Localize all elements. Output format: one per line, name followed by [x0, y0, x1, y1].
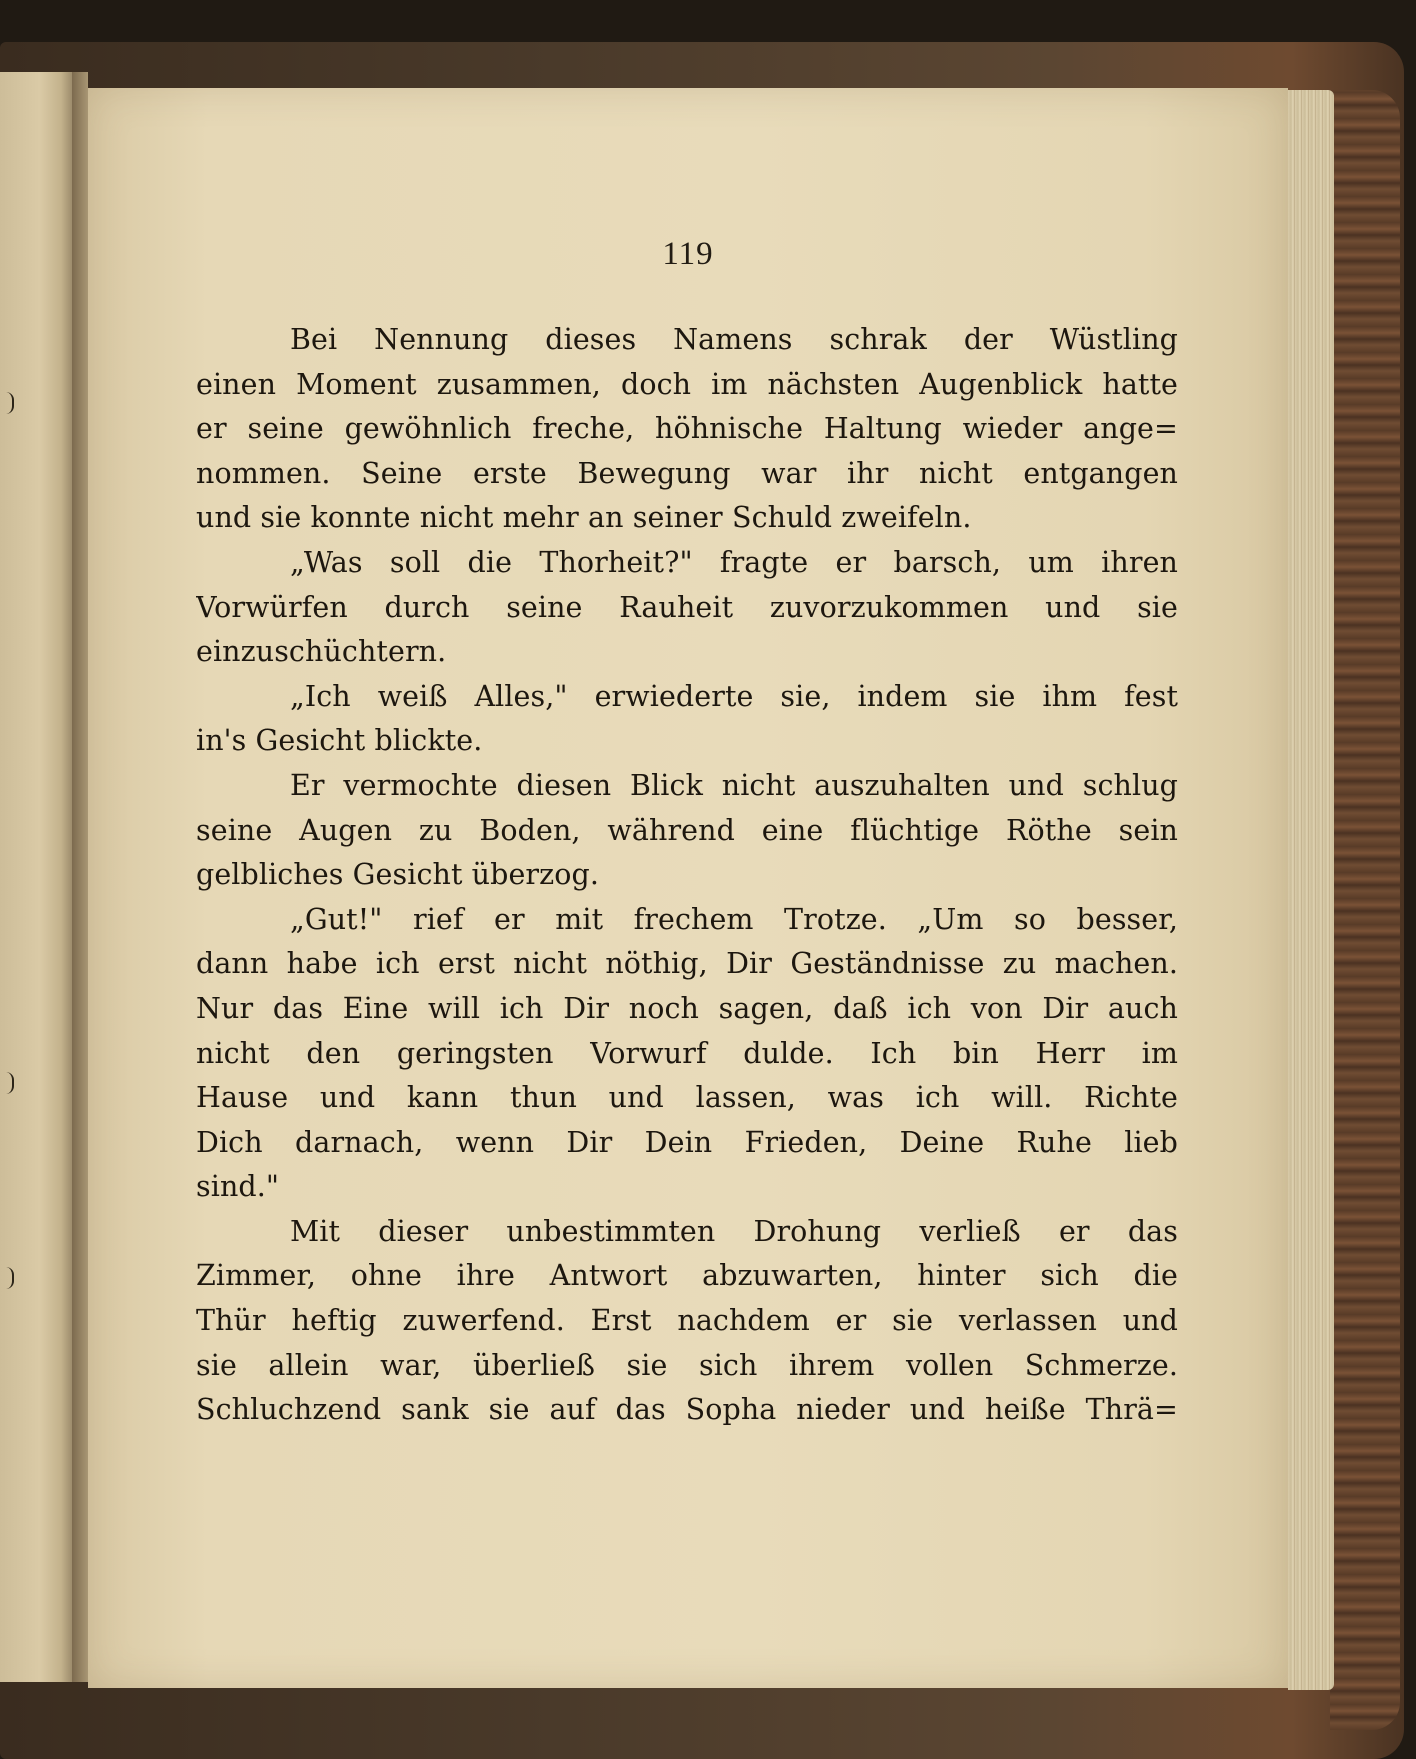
- text-line: Mit dieser unbestimmten Drohung verließ er das: [290, 1214, 1178, 1248]
- text-line: Schluchzend sank sie auf das Sopha nieder und heiße Thrä=: [196, 1393, 1178, 1427]
- text-line: Dich darnach, wenn Dir Dein Frieden, Deine Ruhe lieb: [196, 1125, 1178, 1159]
- text-line: „Gut!" rief er mit frechem Trotze. „Um so besser,: [290, 902, 1178, 936]
- text-line: sie allein war, überließ sie sich ihrem vollen Schmerze.: [196, 1348, 1178, 1382]
- text-line: Er vermochte diesen Blick nicht auszuhalten und schlug: [290, 768, 1178, 802]
- text-line: einen Moment zusammen, doch im nächsten Augenblick hatte: [196, 367, 1178, 401]
- text-line: „Ich weiß Alles," erwiederte sie, indem sie ihm fest: [290, 679, 1178, 713]
- text-line: Bei Nennung dieses Namens schrak der Wüstling: [290, 323, 1178, 356]
- text-line: „Was soll die Thorheit?" fragte er barsch, um ihren: [290, 545, 1178, 579]
- book-gutter: [72, 72, 88, 1682]
- text-line: nommen. Seine erste Bewegung war ihr nicht entgangen: [196, 456, 1178, 490]
- text-line: er seine gewöhnlich freche, höhnische Haltung wieder ange=: [196, 412, 1178, 446]
- text-line: und sie konnte nicht mehr an seiner Schuld zweifeln.: [196, 501, 972, 535]
- left-page-edge: [0, 72, 72, 1682]
- text-line: Vorwürfen durch seine Rauheit zuvorzukommen und sie: [196, 590, 1178, 624]
- book-cover-edge: [1330, 90, 1400, 1730]
- text-line: dann habe ich erst nicht nöthig, Dir Geständnisse zu machen.: [196, 947, 1178, 981]
- text-line: nicht den geringsten Vorwurf dulde. Ich bin Herr im: [196, 1036, 1178, 1070]
- text-line: gelbliches Gesicht überzog.: [196, 858, 600, 892]
- page-body-text: [196, 318, 1178, 1433]
- text-line: Thür heftig zuwerfend. Erst nachdem er sie verlassen und: [196, 1304, 1178, 1338]
- text-line: seine Augen zu Boden, während eine flüchtige Röthe sein: [196, 813, 1178, 847]
- page-edges: [1288, 90, 1334, 1690]
- left-page-text-remnants: [0, 72, 72, 1682]
- text-line: Nur das Eine will ich Dir noch sagen, daß ich von Dir auch: [196, 991, 1178, 1025]
- text-line: in's Gesicht blickte.: [196, 724, 483, 758]
- page-number: 119: [662, 236, 714, 272]
- text-line: sind.": [196, 1170, 280, 1204]
- book-page: [88, 88, 1288, 1688]
- text-line: Zimmer, ohne ihre Antwort abzuwarten, hinter sich die: [196, 1259, 1178, 1293]
- text-line: einzuschüchtern.: [196, 635, 447, 669]
- text-line: Hause und kann thun und lassen, was ich will. Richte: [196, 1081, 1178, 1115]
